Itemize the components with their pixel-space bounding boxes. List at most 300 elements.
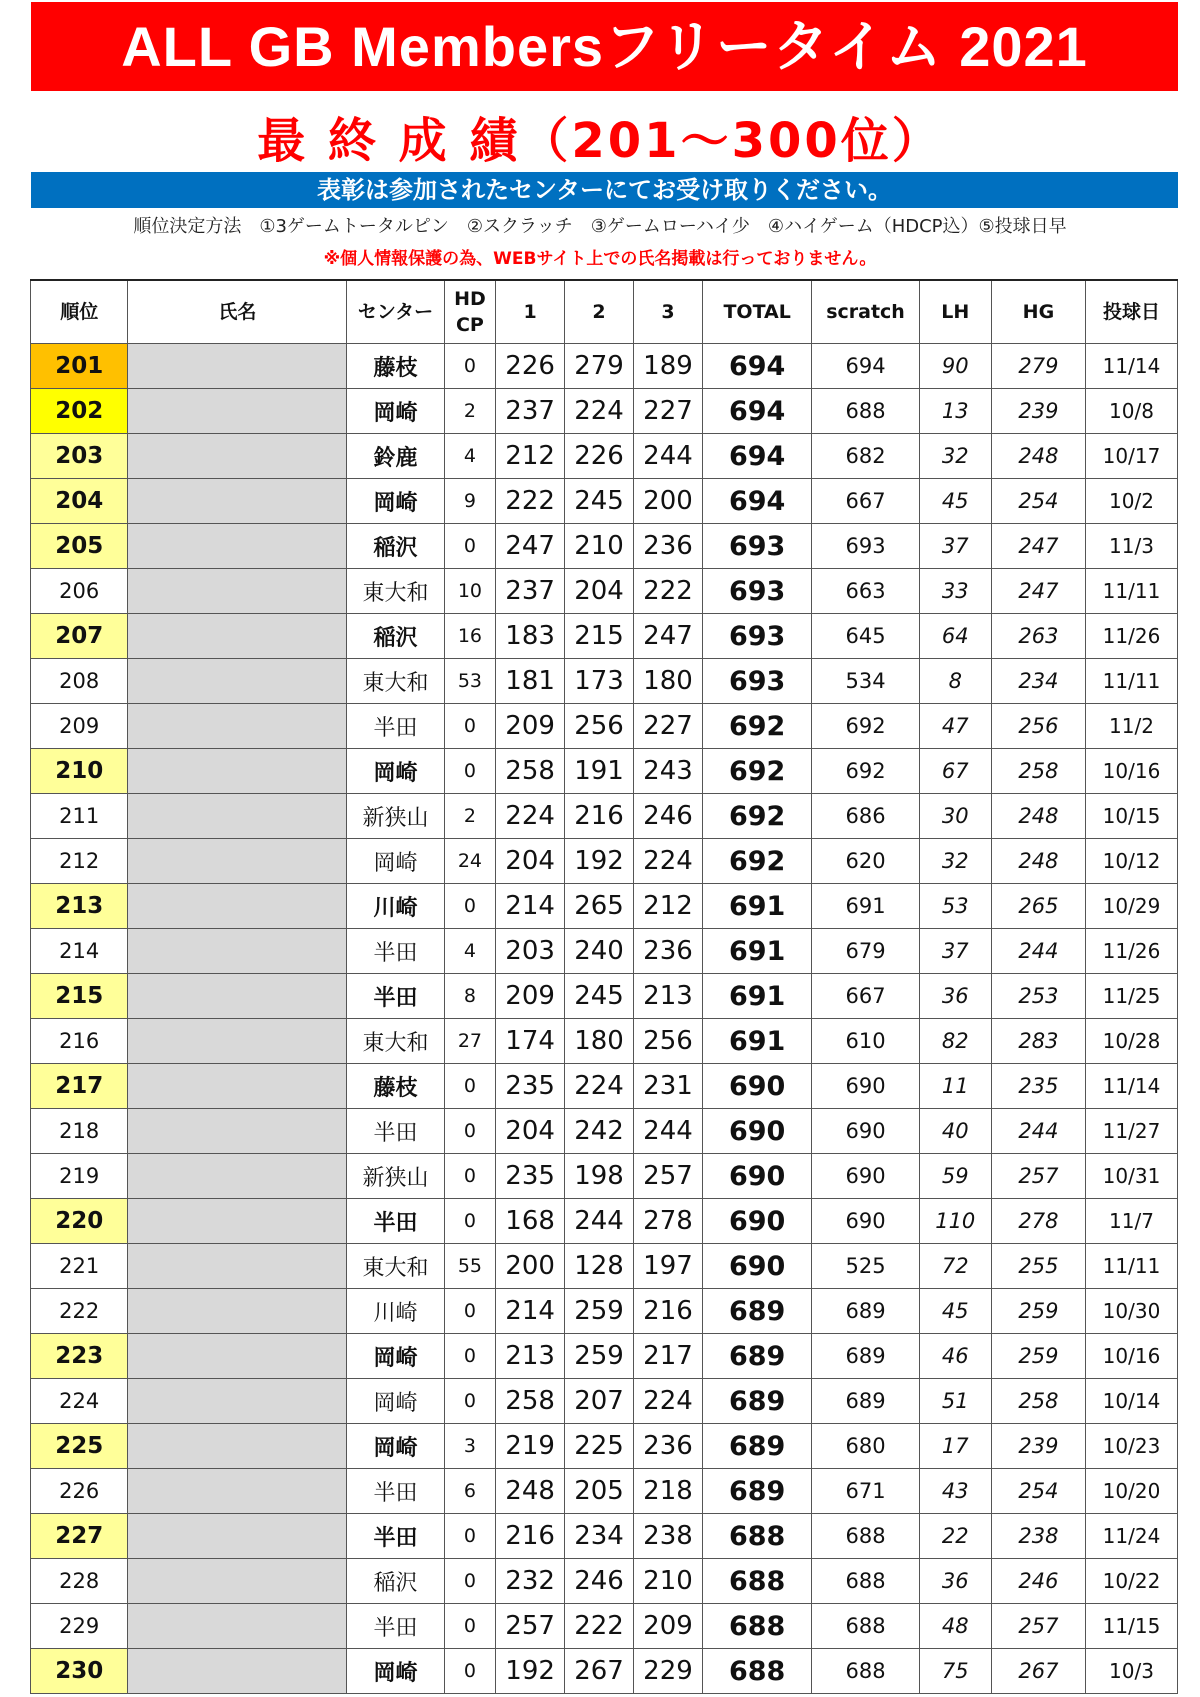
total-cell: 693 bbox=[702, 659, 811, 704]
game3-cell: 257 bbox=[634, 1154, 703, 1199]
scratch-cell: 525 bbox=[812, 1244, 919, 1289]
hg-cell: 246 bbox=[991, 1559, 1085, 1604]
game3-cell: 224 bbox=[634, 1379, 703, 1424]
game3-cell: 218 bbox=[634, 1469, 703, 1514]
game1-cell: 248 bbox=[496, 1469, 565, 1514]
hg-cell: 238 bbox=[991, 1514, 1085, 1559]
total-cell: 689 bbox=[702, 1379, 811, 1424]
hdcp-cell: 27 bbox=[444, 1019, 495, 1064]
name-cell bbox=[128, 1379, 347, 1424]
table-row bbox=[31, 1559, 1178, 1604]
date-cell: 10/8 bbox=[1085, 389, 1177, 434]
center-cell: 半田 bbox=[347, 1109, 444, 1154]
page-title-banner: ALL GB Membersフリータイム 2021 bbox=[31, 2, 1178, 91]
table-row bbox=[31, 1199, 1178, 1244]
rank-cell: 221 bbox=[31, 1244, 128, 1289]
table-row bbox=[31, 1424, 1178, 1469]
game2-cell: 242 bbox=[565, 1109, 634, 1154]
hdcp-cell: 0 bbox=[444, 524, 495, 569]
hdcp-cell: 0 bbox=[444, 1379, 495, 1424]
scratch-cell: 692 bbox=[812, 749, 919, 794]
hdcp-cell: 9 bbox=[444, 479, 495, 524]
lh-cell: 46 bbox=[919, 1334, 991, 1379]
game3-cell: 246 bbox=[634, 794, 703, 839]
hg-cell: 239 bbox=[991, 389, 1085, 434]
hdcp-cell: 10 bbox=[444, 569, 495, 614]
total-cell: 690 bbox=[702, 1199, 811, 1244]
hdcp-cell: 0 bbox=[444, 1154, 495, 1199]
date-cell: 10/30 bbox=[1085, 1289, 1177, 1334]
game1-cell: 257 bbox=[496, 1604, 565, 1649]
header-name: 氏名 bbox=[128, 280, 347, 344]
name-cell bbox=[128, 1244, 347, 1289]
scratch-cell: 692 bbox=[812, 704, 919, 749]
hg-cell: 244 bbox=[991, 929, 1085, 974]
hg-cell: 248 bbox=[991, 794, 1085, 839]
hg-cell: 278 bbox=[991, 1199, 1085, 1244]
hg-cell: 256 bbox=[991, 704, 1085, 749]
game2-cell: 216 bbox=[565, 794, 634, 839]
lh-cell: 48 bbox=[919, 1604, 991, 1649]
game3-cell: 224 bbox=[634, 839, 703, 884]
rank-cell: 218 bbox=[31, 1109, 128, 1154]
game3-cell: 212 bbox=[634, 884, 703, 929]
center-cell: 鈴鹿 bbox=[347, 434, 444, 479]
scratch-cell: 679 bbox=[812, 929, 919, 974]
hdcp-cell: 3 bbox=[444, 1424, 495, 1469]
total-cell: 688 bbox=[702, 1514, 811, 1559]
center-cell: 東大和 bbox=[347, 1019, 444, 1064]
name-cell bbox=[128, 749, 347, 794]
center-cell: 新狭山 bbox=[347, 794, 444, 839]
game3-cell: 243 bbox=[634, 749, 703, 794]
date-cell: 10/29 bbox=[1085, 884, 1177, 929]
table-row bbox=[31, 1604, 1178, 1649]
header-rank: 順位 bbox=[31, 280, 128, 344]
scratch-cell: 671 bbox=[812, 1469, 919, 1514]
game2-cell: 205 bbox=[565, 1469, 634, 1514]
game3-cell: 227 bbox=[634, 389, 703, 434]
game3-cell: 236 bbox=[634, 1424, 703, 1469]
date-cell: 10/17 bbox=[1085, 434, 1177, 479]
name-cell bbox=[128, 569, 347, 614]
game2-cell: 204 bbox=[565, 569, 634, 614]
scratch-cell: 693 bbox=[812, 524, 919, 569]
date-cell: 10/23 bbox=[1085, 1424, 1177, 1469]
game2-cell: 225 bbox=[565, 1424, 634, 1469]
hg-cell: 248 bbox=[991, 839, 1085, 884]
header-total: TOTAL bbox=[702, 280, 811, 344]
center-cell: 半田 bbox=[347, 1514, 444, 1559]
lh-cell: 36 bbox=[919, 974, 991, 1019]
game2-cell: 245 bbox=[565, 479, 634, 524]
scratch-cell: 534 bbox=[812, 659, 919, 704]
lh-cell: 64 bbox=[919, 614, 991, 659]
game3-cell: 189 bbox=[634, 344, 703, 389]
rank-cell: 219 bbox=[31, 1154, 128, 1199]
lh-cell: 32 bbox=[919, 839, 991, 884]
hg-cell: 259 bbox=[991, 1334, 1085, 1379]
game2-cell: 240 bbox=[565, 929, 634, 974]
name-cell bbox=[128, 389, 347, 434]
table-row bbox=[31, 524, 1178, 569]
hg-cell: 253 bbox=[991, 974, 1085, 1019]
table-header-row bbox=[31, 280, 1178, 344]
name-cell bbox=[128, 704, 347, 749]
rank-cell: 209 bbox=[31, 704, 128, 749]
scratch-cell: 620 bbox=[812, 839, 919, 884]
game2-cell: 180 bbox=[565, 1019, 634, 1064]
game1-cell: 213 bbox=[496, 1334, 565, 1379]
game2-cell: 226 bbox=[565, 434, 634, 479]
hdcp-cell: 0 bbox=[444, 344, 495, 389]
hg-cell: 254 bbox=[991, 1469, 1085, 1514]
header-lh: LH bbox=[919, 280, 991, 344]
header-hg: HG bbox=[991, 280, 1085, 344]
game2-cell: 215 bbox=[565, 614, 634, 659]
lh-cell: 40 bbox=[919, 1109, 991, 1154]
name-cell bbox=[128, 794, 347, 839]
date-cell: 11/14 bbox=[1085, 1064, 1177, 1109]
game3-cell: 229 bbox=[634, 1649, 703, 1694]
total-cell: 691 bbox=[702, 1019, 811, 1064]
center-cell: 半田 bbox=[347, 1199, 444, 1244]
center-cell: 半田 bbox=[347, 1604, 444, 1649]
lh-cell: 30 bbox=[919, 794, 991, 839]
game3-cell: 244 bbox=[634, 1109, 703, 1154]
game2-cell: 267 bbox=[565, 1649, 634, 1694]
game1-cell: 224 bbox=[496, 794, 565, 839]
lh-cell: 82 bbox=[919, 1019, 991, 1064]
table-row bbox=[31, 1109, 1178, 1154]
date-cell: 11/11 bbox=[1085, 659, 1177, 704]
game1-cell: 209 bbox=[496, 704, 565, 749]
scratch-cell: 688 bbox=[812, 1604, 919, 1649]
total-cell: 694 bbox=[702, 479, 811, 524]
center-cell: 新狭山 bbox=[347, 1154, 444, 1199]
total-cell: 690 bbox=[702, 1109, 811, 1154]
name-cell bbox=[128, 974, 347, 1019]
game1-cell: 200 bbox=[496, 1244, 565, 1289]
center-cell: 岡崎 bbox=[347, 479, 444, 524]
hdcp-cell: 4 bbox=[444, 929, 495, 974]
hg-cell: 258 bbox=[991, 749, 1085, 794]
game1-cell: 192 bbox=[496, 1649, 565, 1694]
date-cell: 11/24 bbox=[1085, 1514, 1177, 1559]
hdcp-cell: 0 bbox=[444, 1289, 495, 1334]
table-row bbox=[31, 839, 1178, 884]
table-row bbox=[31, 1649, 1178, 1694]
total-cell: 690 bbox=[702, 1244, 811, 1289]
rank-cell: 216 bbox=[31, 1019, 128, 1064]
header-scratch: scratch bbox=[812, 280, 919, 344]
center-cell: 藤枝 bbox=[347, 1064, 444, 1109]
date-cell: 10/31 bbox=[1085, 1154, 1177, 1199]
header-game1: 1 bbox=[496, 280, 565, 344]
game2-cell: 256 bbox=[565, 704, 634, 749]
hdcp-cell: 0 bbox=[444, 704, 495, 749]
game3-cell: 278 bbox=[634, 1199, 703, 1244]
scratch-cell: 690 bbox=[812, 1154, 919, 1199]
center-cell: 岡崎 bbox=[347, 1379, 444, 1424]
hg-cell: 239 bbox=[991, 1424, 1085, 1469]
center-cell: 東大和 bbox=[347, 659, 444, 704]
game1-cell: 183 bbox=[496, 614, 565, 659]
name-cell bbox=[128, 1064, 347, 1109]
game1-cell: 258 bbox=[496, 749, 565, 794]
hdcp-cell: 0 bbox=[444, 1559, 495, 1604]
center-cell: 岡崎 bbox=[347, 1649, 444, 1694]
rank-cell: 210 bbox=[31, 749, 128, 794]
hdcp-cell: 0 bbox=[444, 1604, 495, 1649]
page-subtitle: 最 終 成 績（201～300位） bbox=[257, 113, 943, 169]
lh-cell: 33 bbox=[919, 569, 991, 614]
lh-cell: 37 bbox=[919, 524, 991, 569]
name-cell bbox=[128, 1154, 347, 1199]
lh-cell: 90 bbox=[919, 344, 991, 389]
name-cell bbox=[128, 1109, 347, 1154]
date-cell: 10/20 bbox=[1085, 1469, 1177, 1514]
name-cell bbox=[128, 929, 347, 974]
hdcp-cell: 4 bbox=[444, 434, 495, 479]
scratch-cell: 686 bbox=[812, 794, 919, 839]
game3-cell: 197 bbox=[634, 1244, 703, 1289]
game1-cell: 204 bbox=[496, 1109, 565, 1154]
hg-cell: 254 bbox=[991, 479, 1085, 524]
rank-cell: 217 bbox=[31, 1064, 128, 1109]
game1-cell: 212 bbox=[496, 434, 565, 479]
total-cell: 689 bbox=[702, 1334, 811, 1379]
total-cell: 689 bbox=[702, 1289, 811, 1334]
game3-cell: 231 bbox=[634, 1064, 703, 1109]
table-body bbox=[31, 344, 1178, 1694]
total-cell: 691 bbox=[702, 974, 811, 1019]
total-cell: 691 bbox=[702, 884, 811, 929]
rank-cell: 212 bbox=[31, 839, 128, 884]
game2-cell: 192 bbox=[565, 839, 634, 884]
rank-cell: 227 bbox=[31, 1514, 128, 1559]
rank-cell: 214 bbox=[31, 929, 128, 974]
scratch-cell: 689 bbox=[812, 1379, 919, 1424]
total-cell: 688 bbox=[702, 1649, 811, 1694]
table-row bbox=[31, 614, 1178, 659]
hdcp-cell: 0 bbox=[444, 1199, 495, 1244]
hdcp-cell: 2 bbox=[444, 389, 495, 434]
table-row bbox=[31, 884, 1178, 929]
center-cell: 岡崎 bbox=[347, 1334, 444, 1379]
header-game3: 3 bbox=[634, 280, 703, 344]
center-cell: 川崎 bbox=[347, 884, 444, 929]
table-row bbox=[31, 1244, 1178, 1289]
header-hdcp bbox=[444, 280, 495, 344]
center-cell: 半田 bbox=[347, 974, 444, 1019]
date-cell: 10/28 bbox=[1085, 1019, 1177, 1064]
game2-cell: 259 bbox=[565, 1289, 634, 1334]
total-cell: 692 bbox=[702, 749, 811, 794]
name-cell bbox=[128, 659, 347, 704]
game2-cell: 224 bbox=[565, 389, 634, 434]
date-cell: 11/25 bbox=[1085, 974, 1177, 1019]
hdcp-cell: 16 bbox=[444, 614, 495, 659]
table-row bbox=[31, 569, 1178, 614]
scratch-cell: 667 bbox=[812, 479, 919, 524]
scratch-cell: 645 bbox=[812, 614, 919, 659]
date-cell: 10/16 bbox=[1085, 1334, 1177, 1379]
lh-cell: 13 bbox=[919, 389, 991, 434]
hdcp-cell: 8 bbox=[444, 974, 495, 1019]
total-cell: 694 bbox=[702, 434, 811, 479]
rank-cell: 226 bbox=[31, 1469, 128, 1514]
center-cell: 半田 bbox=[347, 704, 444, 749]
rank-cell: 222 bbox=[31, 1289, 128, 1334]
date-cell: 10/15 bbox=[1085, 794, 1177, 839]
game2-cell: 279 bbox=[565, 344, 634, 389]
game1-cell: 209 bbox=[496, 974, 565, 1019]
lh-cell: 45 bbox=[919, 479, 991, 524]
rank-cell: 224 bbox=[31, 1379, 128, 1424]
game1-cell: 219 bbox=[496, 1424, 565, 1469]
table-row bbox=[31, 704, 1178, 749]
game3-cell: 217 bbox=[634, 1334, 703, 1379]
results-table bbox=[30, 279, 1178, 1694]
hg-cell: 234 bbox=[991, 659, 1085, 704]
hdcp-cell: 2 bbox=[444, 794, 495, 839]
game2-cell: 265 bbox=[565, 884, 634, 929]
total-cell: 688 bbox=[702, 1604, 811, 1649]
game3-cell: 238 bbox=[634, 1514, 703, 1559]
game1-cell: 237 bbox=[496, 569, 565, 614]
name-cell bbox=[128, 1469, 347, 1514]
hdcp-cell: 0 bbox=[444, 1334, 495, 1379]
hg-cell: 259 bbox=[991, 1289, 1085, 1334]
name-cell bbox=[128, 1334, 347, 1379]
game1-cell: 258 bbox=[496, 1379, 565, 1424]
lh-cell: 67 bbox=[919, 749, 991, 794]
name-cell bbox=[128, 1604, 347, 1649]
name-cell bbox=[128, 1424, 347, 1469]
lh-cell: 47 bbox=[919, 704, 991, 749]
rank-cell: 215 bbox=[31, 974, 128, 1019]
rank-cell: 211 bbox=[31, 794, 128, 839]
name-cell bbox=[128, 1019, 347, 1064]
name-cell bbox=[128, 1649, 347, 1694]
scratch-cell: 682 bbox=[812, 434, 919, 479]
game3-cell: 210 bbox=[634, 1559, 703, 1604]
rank-cell: 203 bbox=[31, 434, 128, 479]
rank-cell: 202 bbox=[31, 389, 128, 434]
game3-cell: 236 bbox=[634, 929, 703, 974]
date-cell: 10/12 bbox=[1085, 839, 1177, 884]
game1-cell: 235 bbox=[496, 1064, 565, 1109]
game2-cell: 198 bbox=[565, 1154, 634, 1199]
table-row bbox=[31, 1469, 1178, 1514]
rank-cell: 204 bbox=[31, 479, 128, 524]
game1-cell: 235 bbox=[496, 1154, 565, 1199]
game1-cell: 216 bbox=[496, 1514, 565, 1559]
table-row bbox=[31, 749, 1178, 794]
rank-cell: 229 bbox=[31, 1604, 128, 1649]
lh-cell: 17 bbox=[919, 1424, 991, 1469]
table-row bbox=[31, 1514, 1178, 1559]
center-cell: 稲沢 bbox=[347, 1559, 444, 1604]
lh-cell: 43 bbox=[919, 1469, 991, 1514]
table-row bbox=[31, 1019, 1178, 1064]
scratch-cell: 690 bbox=[812, 1064, 919, 1109]
table-row bbox=[31, 389, 1178, 434]
total-cell: 694 bbox=[702, 389, 811, 434]
scratch-cell: 610 bbox=[812, 1019, 919, 1064]
game2-cell: 224 bbox=[565, 1064, 634, 1109]
scratch-cell: 688 bbox=[812, 1649, 919, 1694]
table-row bbox=[31, 1334, 1178, 1379]
date-cell: 11/2 bbox=[1085, 704, 1177, 749]
game2-cell: 191 bbox=[565, 749, 634, 794]
hg-cell: 244 bbox=[991, 1109, 1085, 1154]
rank-cell: 213 bbox=[31, 884, 128, 929]
rank-cell: 206 bbox=[31, 569, 128, 614]
rank-cell: 228 bbox=[31, 1559, 128, 1604]
total-cell: 692 bbox=[702, 704, 811, 749]
table-row bbox=[31, 929, 1178, 974]
hdcp-cell: 53 bbox=[444, 659, 495, 704]
scratch-cell: 680 bbox=[812, 1424, 919, 1469]
date-cell: 11/26 bbox=[1085, 614, 1177, 659]
lh-cell: 53 bbox=[919, 884, 991, 929]
hg-cell: 265 bbox=[991, 884, 1085, 929]
hg-cell: 279 bbox=[991, 344, 1085, 389]
hg-cell: 258 bbox=[991, 1379, 1085, 1424]
game3-cell: 256 bbox=[634, 1019, 703, 1064]
hg-cell: 263 bbox=[991, 614, 1085, 659]
scratch-cell: 690 bbox=[812, 1109, 919, 1154]
game1-cell: 181 bbox=[496, 659, 565, 704]
name-cell bbox=[128, 524, 347, 569]
hdcp-cell: 55 bbox=[444, 1244, 495, 1289]
game1-cell: 232 bbox=[496, 1559, 565, 1604]
hdcp-cell: 0 bbox=[444, 884, 495, 929]
scratch-cell: 688 bbox=[812, 1514, 919, 1559]
game1-cell: 203 bbox=[496, 929, 565, 974]
scratch-cell: 688 bbox=[812, 1559, 919, 1604]
date-cell: 11/11 bbox=[1085, 1244, 1177, 1289]
date-cell: 10/14 bbox=[1085, 1379, 1177, 1424]
total-cell: 692 bbox=[702, 794, 811, 839]
game2-cell: 173 bbox=[565, 659, 634, 704]
center-cell: 岡崎 bbox=[347, 749, 444, 794]
rank-cell: 225 bbox=[31, 1424, 128, 1469]
privacy-note: ※個人情報保護の為、WEBサイト上での氏名掲載は行っておりません。 bbox=[323, 249, 877, 269]
game1-cell: 174 bbox=[496, 1019, 565, 1064]
table-row bbox=[31, 344, 1178, 389]
game1-cell: 222 bbox=[496, 479, 565, 524]
lh-cell: 75 bbox=[919, 1649, 991, 1694]
rank-cell: 223 bbox=[31, 1334, 128, 1379]
game1-cell: 214 bbox=[496, 1289, 565, 1334]
name-cell bbox=[128, 884, 347, 929]
hg-cell: 248 bbox=[991, 434, 1085, 479]
game3-cell: 213 bbox=[634, 974, 703, 1019]
game2-cell: 246 bbox=[565, 1559, 634, 1604]
hg-cell: 255 bbox=[991, 1244, 1085, 1289]
game3-cell: 236 bbox=[634, 524, 703, 569]
hg-cell: 257 bbox=[991, 1604, 1085, 1649]
ranking-method: 順位決定方法 ①3ゲームトータルピン ②スクラッチ ③ゲームローハイ少 ④ハイゲーム（HDCP込）⑤投球日早 bbox=[133, 216, 1067, 237]
game2-cell: 222 bbox=[565, 1604, 634, 1649]
lh-cell: 32 bbox=[919, 434, 991, 479]
scratch-cell: 691 bbox=[812, 884, 919, 929]
name-cell bbox=[128, 1289, 347, 1334]
date-cell: 11/7 bbox=[1085, 1199, 1177, 1244]
